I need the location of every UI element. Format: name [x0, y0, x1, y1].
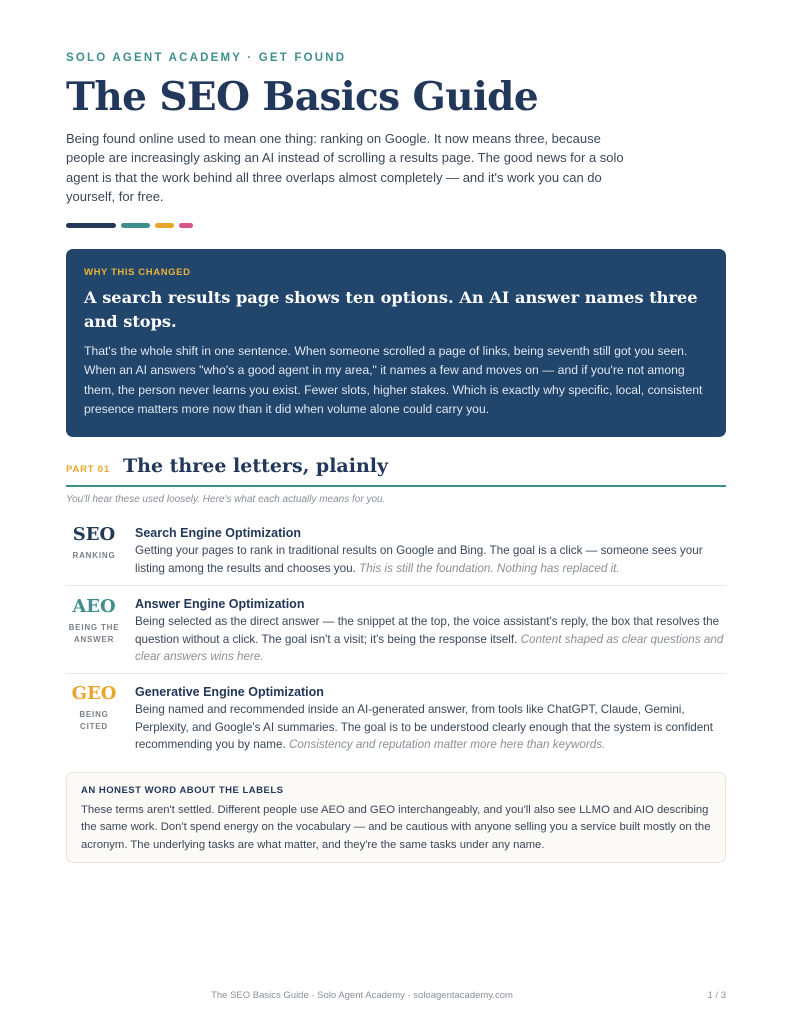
term-description [135, 701, 727, 754]
term-note: Consistency and reputation matter more here than keywords. [288, 738, 606, 751]
accent-bar-teal [121, 223, 150, 228]
term-note: This is still the foundation. Nothing has replaced it. [359, 561, 620, 575]
term-acronym: AEO [72, 596, 116, 617]
term-acronym-subtitle: BEING THE ANSWER [68, 623, 120, 644]
term-name: Generative Engine Optimization [135, 685, 324, 699]
part-label: PART 01 [66, 464, 110, 475]
note-kicker: AN HONEST WORD ABOUT THE LABELS [81, 785, 284, 796]
term-acronym-subtitle: BEING CITED [79, 710, 109, 731]
term-acronym: SEO [72, 524, 116, 545]
accent-bar-gold [155, 223, 174, 228]
accent-bar-pink [179, 223, 193, 228]
accent-bar-navy [66, 223, 116, 228]
term-acronym: GEO [71, 683, 117, 704]
part-header [66, 455, 726, 487]
callout-kicker: WHY THIS CHANGED [84, 267, 191, 278]
callout-body: That's the whole shift in one sentence. When someone scrolled a page of links, being seventh still got you seen. When an AI answers "who's a good agent in my area," it names a few and moves on — and if you're not among them, the person never learns you exist. Fewer slots, higher stakes. Which is exactly why specific, local, consistent presence matters more now than it did when volume alone could carry you. [84, 344, 703, 416]
part-subtitle: You'll hear these used loosely. Here's what each actually means for you. [66, 494, 386, 505]
term-name: Search Engine Optimization [135, 526, 301, 540]
term-acronym-subtitle: RANKING [72, 551, 116, 560]
page-number: 1 / 3 [707, 990, 726, 1001]
intro-paragraph: Being found online used to mean one thing: ranking on Google. It now means three, because people are increasingly asking an AI instead of scrolling a results page. The good news for a solo agent is that the work behind all three overlaps almost completely — and it's work you can do yourself, for free. [66, 131, 624, 205]
eyebrow: SOLO AGENT ACADEMY · GET FOUND [66, 52, 347, 64]
term-description [135, 542, 727, 577]
callout-headline: A search results page shows ten options. An AI answer names three and stops. [84, 288, 698, 331]
term-description-text: Getting your pages to rank in traditional results on Google and Bing. The goal is a click — someone sees your listing among the results and chooses you. [135, 544, 703, 575]
page-title: The SEO Basics Guide [66, 74, 539, 120]
why-changed-callout [66, 249, 726, 437]
term-description-text: Being named and recommended inside an AI-generated answer, from tools like ChatGPT, Claude, Gemini, Perplexity, and Google's AI summaries. The goal is to be understood clearly enough that the system is confident recommending you by name. [135, 703, 714, 751]
part-title: The three letters, plainly [123, 455, 389, 477]
note-body: These terms aren't settled. Different people use AEO and GEO interchangeably, and you'll also see LLMO and AIO describing the same work. Don't spend energy on the vocabulary — and be cautious with anyone selling you a service built mostly on the acronym. The underlying tasks are what matter, and they're the same tasks under any name. [81, 804, 711, 851]
footer-text: The SEO Basics Guide · Solo Agent Academy · soloagentacademy.com [211, 990, 513, 1001]
term-description [135, 613, 727, 666]
term-divider [66, 585, 726, 586]
term-divider [66, 673, 726, 674]
term-name: Answer Engine Optimization [135, 597, 305, 611]
term-description-text: Being selected as the direct answer — the snippet at the top, the voice assistant's reply, the box that resolves the question without a click. The goal isn't a visit; it's being the response itself. [135, 615, 720, 646]
honest-word-note [66, 772, 726, 863]
term-note: Content shaped as clear questions and clear answers wins here. [135, 632, 724, 663]
